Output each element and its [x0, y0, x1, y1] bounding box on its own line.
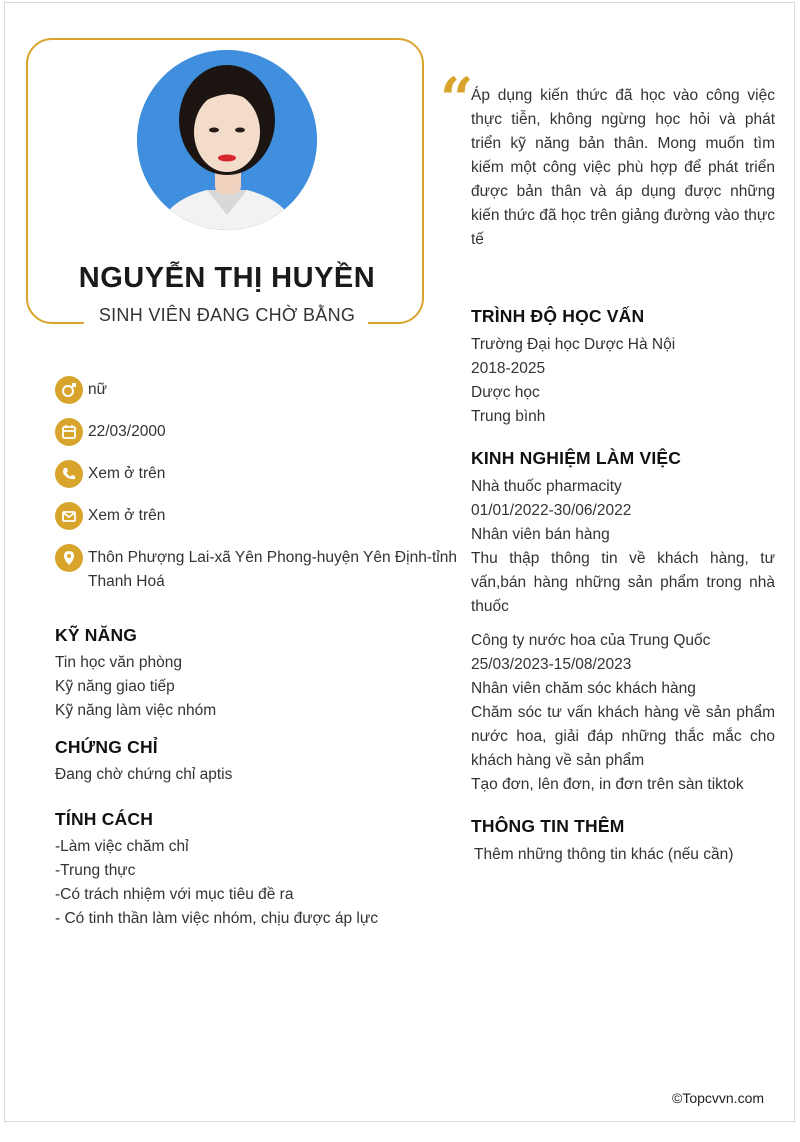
contact-phone — [55, 460, 465, 488]
experience-title: KINH NGHIỆM LÀM VIỆC — [471, 448, 682, 468]
personality-list — [55, 835, 378, 931]
list-item: -Làm việc chăm chỉ — [55, 838, 189, 855]
candidate-position: SINH VIÊN ĐANG CHỜ BẰNG — [98, 305, 356, 325]
education-title: TRÌNH ĐỘ HỌC VẤN — [471, 306, 645, 326]
additional-text — [474, 843, 733, 867]
gender-icon — [55, 376, 83, 404]
job-period: 01/01/2022-30/06/2022 — [471, 502, 632, 519]
profile-photo — [137, 50, 317, 230]
list-item: Đang chờ chứng chỉ aptis — [55, 766, 233, 783]
job-role: Nhân viên bán hàng — [471, 526, 610, 543]
candidate-name: NGUYỄN THỊ HUYỀN — [78, 262, 376, 294]
job-role: Nhân viên chăm sóc khách hàng — [471, 680, 696, 697]
job-company: Công ty nước hoa của Trung Quốc — [471, 632, 711, 649]
calendar-icon — [55, 418, 83, 446]
skills-list — [55, 651, 216, 723]
certificates-list — [55, 763, 232, 787]
contact-email — [55, 502, 465, 530]
location-pin-icon — [55, 544, 83, 572]
contact-birthday — [55, 418, 465, 446]
birthday-value: 22/03/2000 — [88, 423, 166, 440]
job-description: Thu thập thông tin về khách hàng, tư vấn,bán hàng những sản phẩm trong nhà thuốc — [471, 550, 775, 615]
experience-job-2 — [471, 629, 775, 797]
contact-gender — [55, 376, 465, 404]
job-extra: Tạo đơn, lên đơn, in đơn trên sàn tiktok — [471, 776, 744, 793]
education-school: Trường Đại học Dược Hà Nội — [471, 336, 676, 353]
list-item: Kỹ năng làm việc nhóm — [55, 702, 217, 719]
personality-title: TÍNH CÁCH — [55, 809, 154, 829]
education-grade: Trung bình — [471, 408, 546, 425]
list-item: - Có tinh thần làm việc nhóm, chịu được áp lực — [55, 910, 378, 927]
experience-job-1 — [471, 475, 775, 619]
list-item: -Trung thực — [55, 862, 136, 879]
certificates-title: CHỨNG CHỈ — [55, 737, 158, 757]
contact-address — [55, 544, 465, 594]
email-value: Xem ở trên — [88, 507, 166, 524]
skills-title: KỸ NĂNG — [55, 625, 138, 645]
education-details — [471, 333, 675, 429]
address-value: Thôn Phượng Lai-xã Yên Phong-huyện Yên Định-tỉnh Thanh Hoá — [88, 549, 457, 590]
job-period: 25/03/2023-15/08/2023 — [471, 656, 632, 673]
list-item: Kỹ năng giao tiếp — [55, 678, 175, 695]
career-objective: Áp dụng kiến thức đã học vào công việc thực tiễn, không ngừng học hỏi và phát triển kỹ năng bản thân. Mong muốn tìm kiếm một công việc phù hợp để phát triển được bản thân và áp dụng được những kiến thức đã học trên giảng đường vào thực tế — [471, 87, 775, 248]
additional-value: Thêm những thông tin khác (nếu cần) — [474, 846, 734, 863]
list-item: -Có trách nhiệm với mục tiêu đề ra — [55, 886, 294, 903]
education-major: Dược học — [471, 384, 540, 401]
phone-icon — [55, 460, 83, 488]
copyright-footer[interactable]: ©Topcvvn.com — [672, 1090, 765, 1106]
additional-title: THÔNG TIN THÊM — [471, 816, 625, 836]
email-icon — [55, 502, 83, 530]
job-description: Chăm sóc tư vấn khách hàng về sản phẩm nước hoa, giải đáp những thắc mắc cho khách hàng về sản phẩm — [471, 704, 775, 769]
quote-icon: “ — [440, 65, 474, 133]
gender-value: nữ — [88, 381, 107, 398]
education-period: 2018-2025 — [471, 360, 546, 377]
list-item: Tin học văn phòng — [55, 654, 182, 671]
job-company: Nhà thuốc pharmacity — [471, 478, 622, 495]
phone-value: Xem ở trên — [88, 465, 166, 482]
